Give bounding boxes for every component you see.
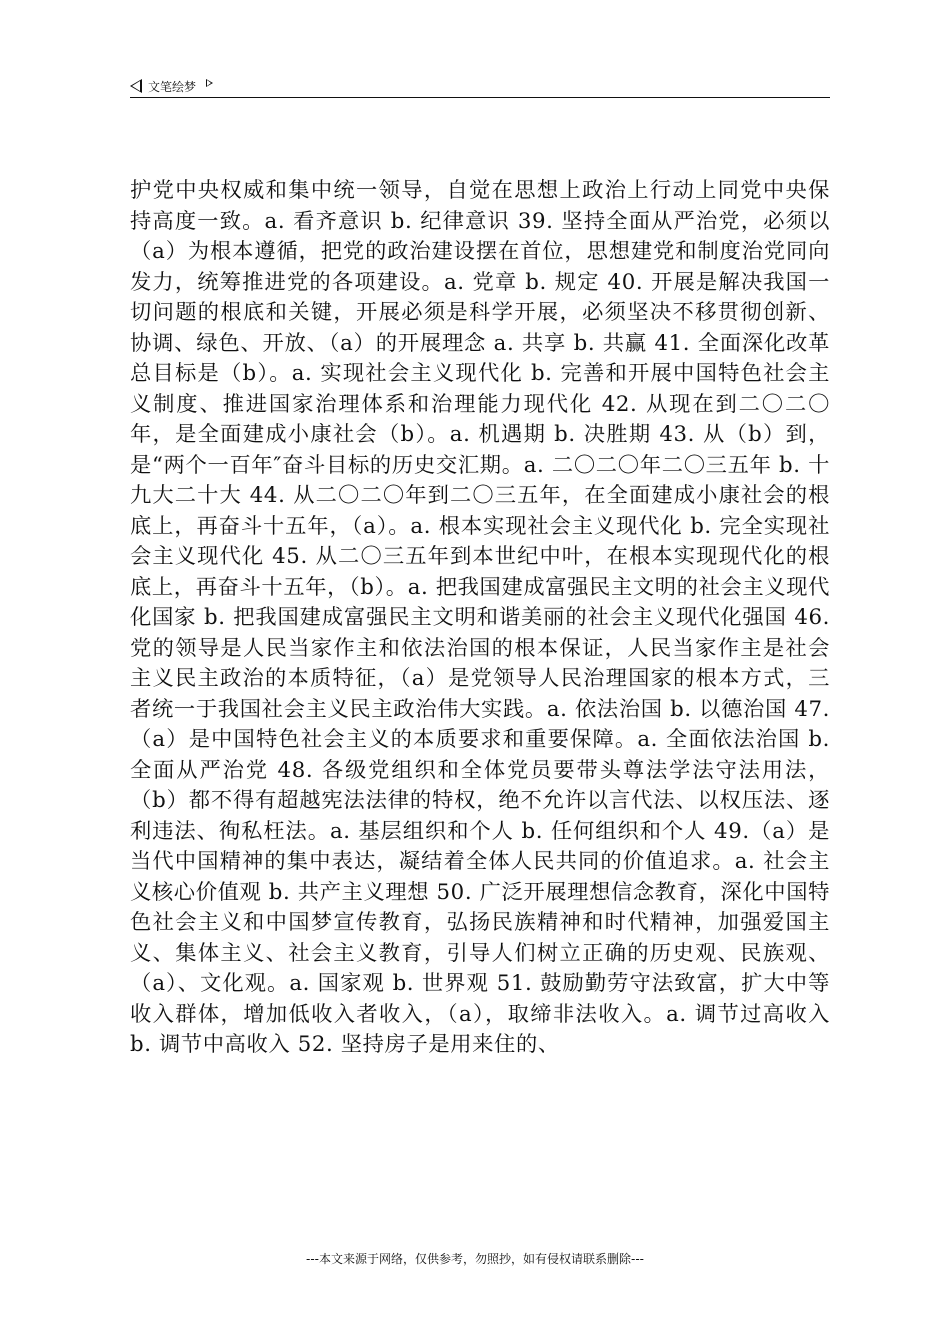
header-title: 文笔绘梦 xyxy=(148,79,197,94)
footer-disclaimer: ---本文来源于网络，仅供参考，勿照抄，如有侵权请联系删除--- xyxy=(306,1252,644,1266)
header-divider xyxy=(130,97,830,98)
body-paragraph: 护党中央权威和集中统一领导，自觉在思想上政治上行动上同党中央保持高度一致。a. 看齐意识 b. 纪律意识 39. 坚持全面从严治党，必须以（a）为根本遵循，把党的政治建设摆在首位，思想建党和制度治党同向发力，统筹推进党的各项建设。a. 党章 b. 规定 40. 开展是解决我国一切问题的根底和关键，开展必须是科学开展，必须坚决不移贯彻创新、协调、绿色、开放、（a）的开展理念 a. 共享 b. 共赢 41. 全面深化改革总目标是（b）。a. 实现社会主义现代化 b. 完善和开展中国特色社会主义制度、推进国家治理体系和治理能力现代化 42. 从现在到二〇二〇年，是全面建成小康社会（b）。a. 机遇期 b. 决胜期 43. 从（b）到，是“两个一百年″奋斗目标的历史交汇期。a. 二〇二〇年二〇三五年 b. 十九大二十大 44. 从二〇二〇年到二〇三五年，在全面建成小康社会的根底上，再奋斗十五年，（a）。a. 根本实现社会主义现代化 b. 完全实现社会主义现代化 45. 从二〇三五年到本世纪中叶，在根本实现现代化的根底上，再奋斗十五年，（b）。a. 把我国建成富强民主文明的社会主义现代化国家 b. 把我国建成富强民主文明和谐美丽的社会主义现代化强国 46. 党的领导是人民当家作主和依法治国的根本保证，人民当家作主是社会主义民主政治的本质特征，（a）是党领导人民治理国家的根本方式，三者统一于我国社会主义民主政治伟大实践。a. 依法治国 b. 以德治国 47.（a）是中国特色社会主义的本质要求和重要保障。a. 全面依法治国 b. 全面从严治党 48. 各级党组织和全体党员要带头尊法学法守法用法，（b）都不得有超越宪法法律的特权，绝不允许以言代法、以权压法、逐利违法、徇私枉法。a. 基层组织和个人 b. 任何组织和个人 49.（a）是当代中国精神的集中表达，凝结着全体人民共同的价值追求。a. 社会主义核心价值观 b. 共产主义理想 50. 广泛开展理想信念教育，深化中国特色社会主义和中国梦宣传教育，弘扬民族精神和时代精神，加强爱国主义、集体主义、社会主义教育，引导人们树立正确的历史观、民族观、（a）、文化观。a. 国家观 b. 世界观 51. 鼓励勤劳守法致富，扩大中等收入群体，增加低收入者收入，（a），取缔非法收入。a. 调节过高收入 b. 调节中高收入 52. 坚持房子是用来住的、 xyxy=(130,178,830,1057)
left-triangle-icon xyxy=(130,79,142,93)
right-triangle-icon xyxy=(206,79,213,87)
page-header xyxy=(130,74,830,98)
